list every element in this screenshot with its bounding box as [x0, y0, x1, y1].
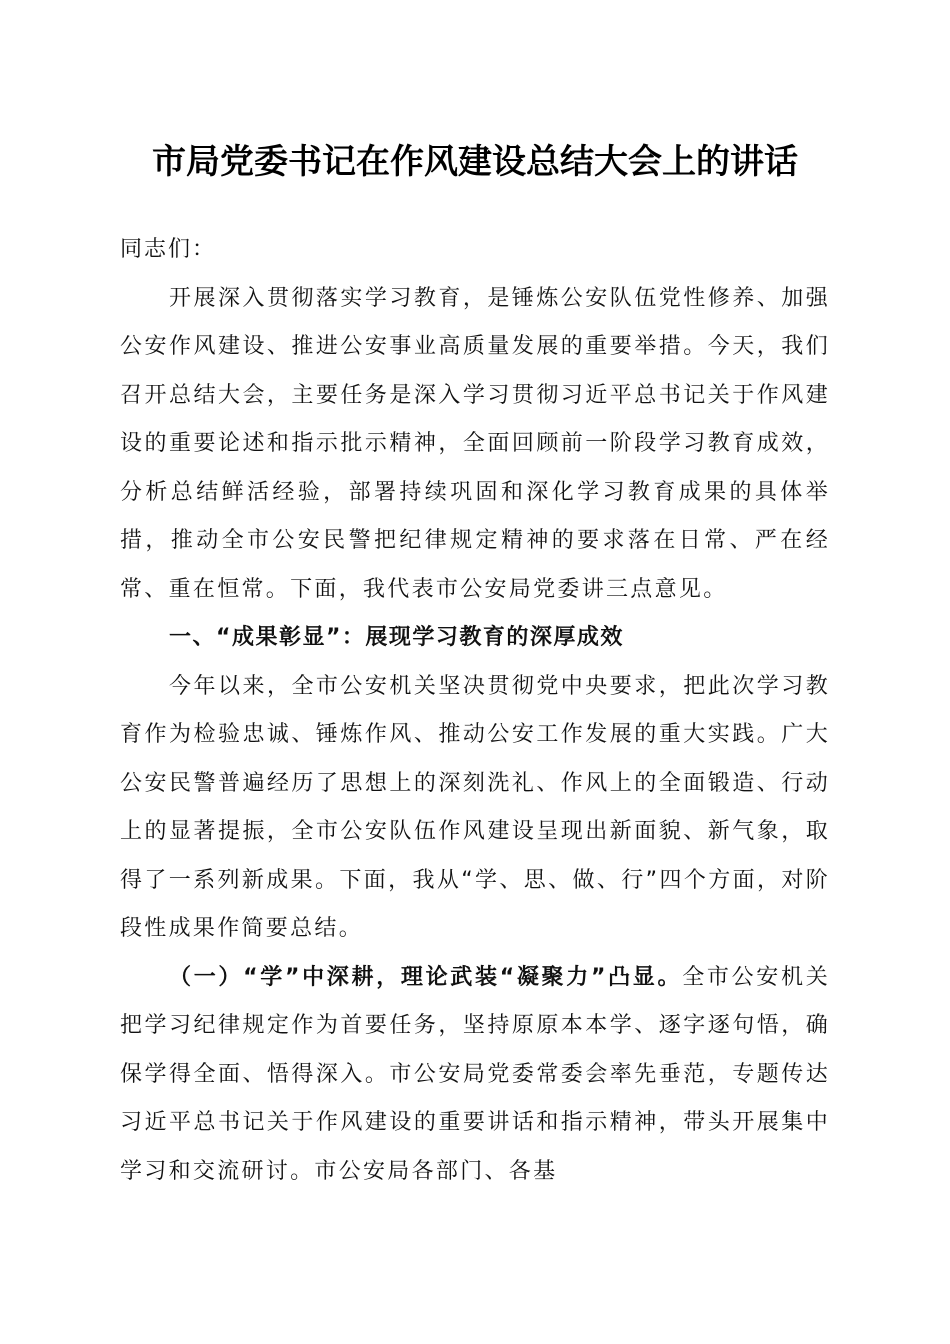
section-heading-1: 一、“成果彰显”：展现学习教育的深厚成效	[169, 625, 624, 650]
paragraph-subsection-1	[120, 954, 830, 1197]
paragraph-intro: 开展深入贯彻落实学习教育，是锤炼公安队伍党性修养、加强公安作风建设、推进公安事业高质量发展的重要举措。今天，我们召开总结大会，主要任务是深入学习贯彻习近平总书记关于作风建设的重要论述和指示批示精神，全面回顾前一阶段学习教育成效，分析总结鲜活经验，部署持续巩固和深化学习教育成果的具体举措，推动全市公安民警把纪律规定精神的要求落在日常、严在经常、重在恒常。下面，我代表市公安局党委讲三点意见。	[120, 285, 830, 602]
subsection-1-text: 全市公安机关把学习纪律规定作为首要任务，坚持原原本本学、逐字逐句悟，确保学得全面、悟得深入。市公安局党委常委会率先垂范，专题传达习近平总书记关于作风建设的重要讲话和指示精神，带头开展集中学习和交流研讨。市公安局各部门、各基	[120, 964, 830, 1184]
document-body	[120, 226, 830, 1196]
document-title: 市局党委书记在作风建设总结大会上的讲话	[152, 142, 798, 182]
greeting: 同志们：	[120, 237, 217, 262]
paragraph-section-1: 今年以来，全市公安机关坚决贯彻党中央要求，把此次学习教育作为检验忠诚、锤炼作风、推动公安工作发展的重大实践。广大公安民警普遍经历了思想上的深刻洗礼、作风上的全面锻造、行动上的显著提振，全市公安队伍作风建设呈现出新面貌、新气象，取得了一系列新成果。下面，我从“学、思、做、行”四个方面，对阶段性成果作简要总结。	[120, 673, 830, 941]
subheading-1: （一）“学”中深耕，理论武装“凝聚力”凸显。	[169, 964, 683, 990]
